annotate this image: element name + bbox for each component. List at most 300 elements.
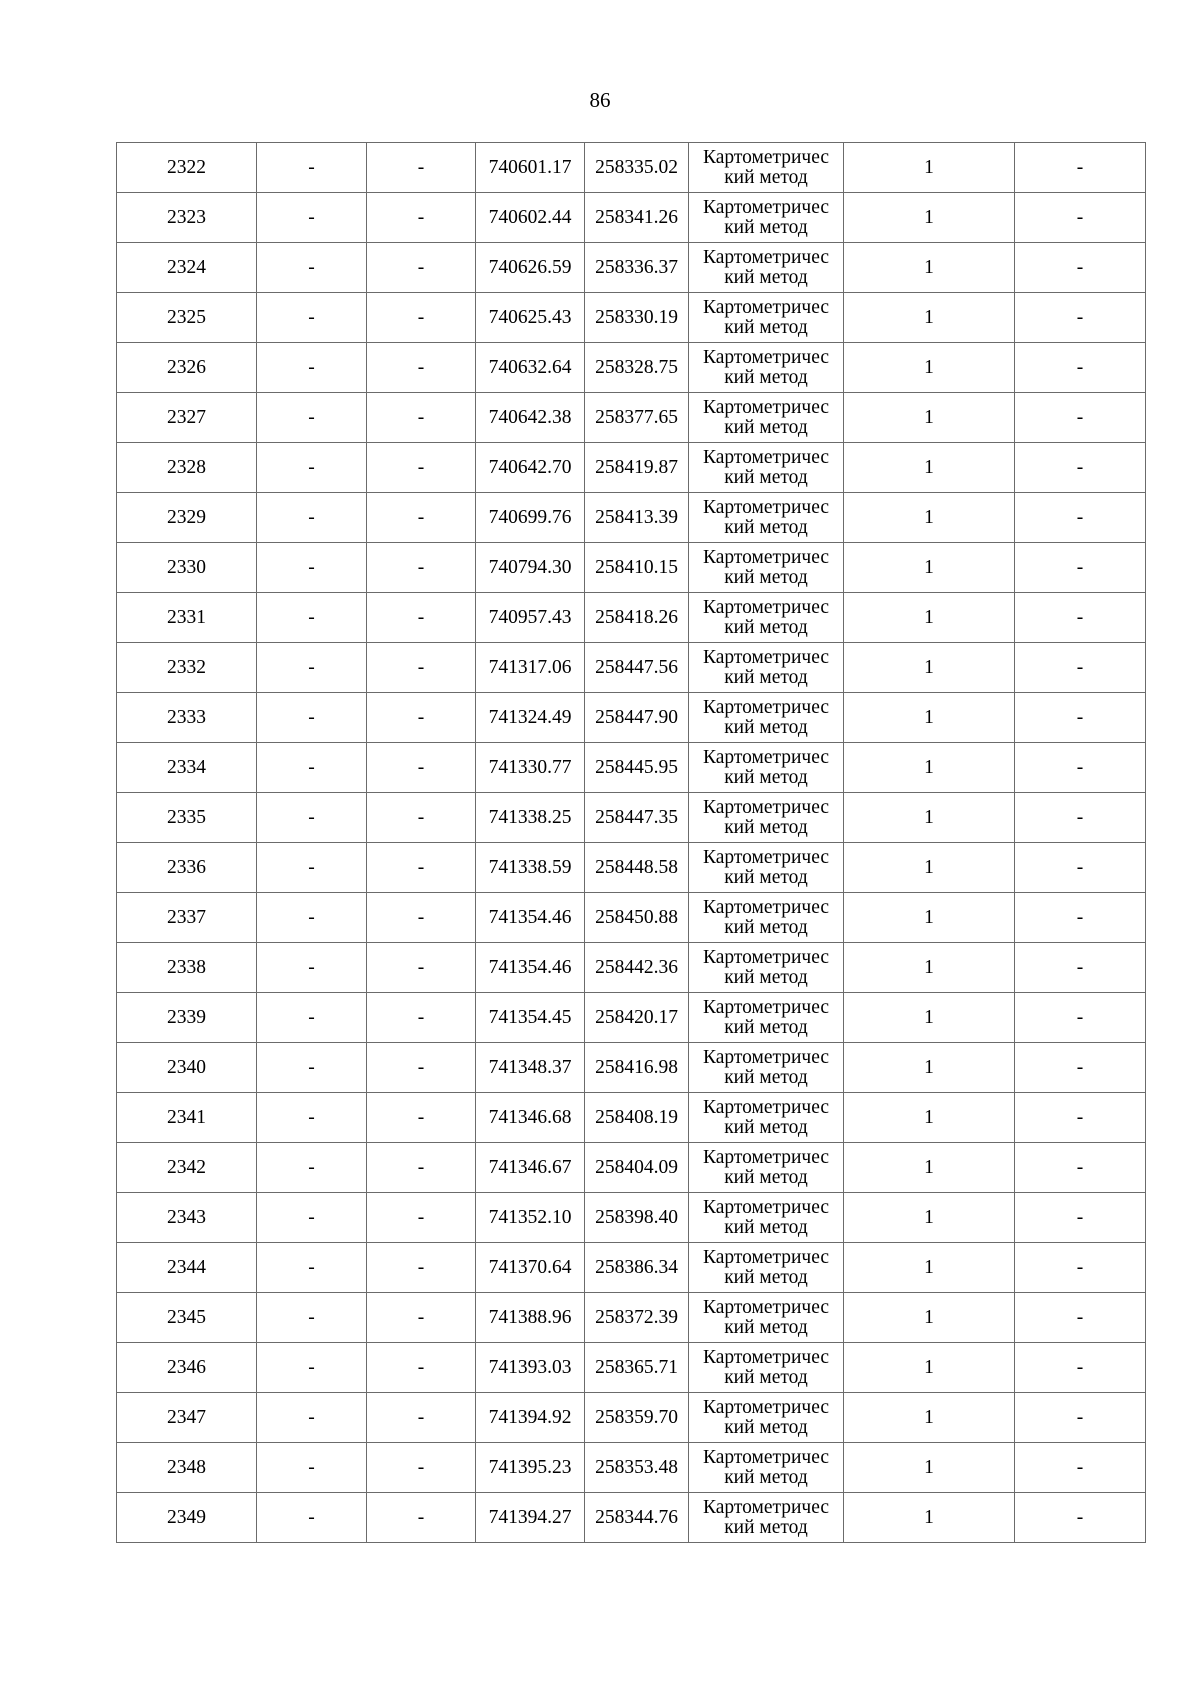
method-text: Картометричес [702, 146, 830, 168]
empty-cell: - [1015, 1193, 1146, 1243]
empty-cell: - [257, 843, 367, 893]
point-number-cell: 2339 [117, 993, 257, 1043]
y-coordinate-cell: 258442.36 [585, 943, 689, 993]
empty-cell: - [257, 593, 367, 643]
x-coordinate-cell: 741346.67 [476, 1143, 585, 1193]
method-text: Картометричес [702, 1196, 830, 1218]
table-row [117, 243, 1146, 293]
method-text: кий метод [724, 466, 808, 488]
y-coordinate-cell: 258420.17 [585, 993, 689, 1043]
method-text: кий метод [724, 1166, 808, 1188]
method-text: Картометричес [702, 1096, 830, 1118]
method-text: Картометричес [702, 1046, 830, 1068]
y-coordinate-cell: 258353.48 [585, 1443, 689, 1493]
x-coordinate-cell: 741348.37 [476, 1043, 585, 1093]
y-coordinate-cell: 258377.65 [585, 393, 689, 443]
table-row [117, 1093, 1146, 1143]
empty-cell: - [257, 1193, 367, 1243]
x-coordinate-cell: 740699.76 [476, 493, 585, 543]
x-coordinate-cell: 741395.23 [476, 1443, 585, 1493]
table-row [117, 1293, 1146, 1343]
method-cell [689, 1493, 844, 1543]
table-row [117, 793, 1146, 843]
empty-cell: - [1015, 993, 1146, 1043]
empty-cell: - [257, 1143, 367, 1193]
method-cell [689, 643, 844, 693]
point-number-cell: 2344 [117, 1243, 257, 1293]
empty-cell: - [257, 943, 367, 993]
point-number-cell: 2325 [117, 293, 257, 343]
method-cell [689, 893, 844, 943]
method-text: Картометричес [702, 196, 830, 218]
empty-cell: - [367, 1093, 476, 1143]
method-text: кий метод [724, 1366, 808, 1388]
value-cell: 1 [844, 793, 1015, 843]
value-cell: 1 [844, 1093, 1015, 1143]
y-coordinate-cell: 258386.34 [585, 1243, 689, 1293]
point-number-cell: 2322 [117, 143, 257, 193]
empty-cell: - [257, 1043, 367, 1093]
empty-cell: - [257, 893, 367, 943]
empty-cell: - [257, 493, 367, 543]
y-coordinate-cell: 258416.98 [585, 1043, 689, 1093]
value-cell: 1 [844, 843, 1015, 893]
value-cell: 1 [844, 243, 1015, 293]
x-coordinate-cell: 740642.70 [476, 443, 585, 493]
method-text: Картометричес [702, 646, 830, 668]
empty-cell: - [257, 193, 367, 243]
y-coordinate-cell: 258365.71 [585, 1343, 689, 1393]
empty-cell: - [257, 643, 367, 693]
empty-cell: - [1015, 893, 1146, 943]
y-coordinate-cell: 258448.58 [585, 843, 689, 893]
table-row [117, 1393, 1146, 1443]
point-number-cell: 2338 [117, 943, 257, 993]
method-text: Картометричес [702, 1146, 830, 1168]
point-number-cell: 2334 [117, 743, 257, 793]
empty-cell: - [1015, 493, 1146, 543]
method-cell [689, 1343, 844, 1393]
x-coordinate-cell: 741370.64 [476, 1243, 585, 1293]
method-cell [689, 843, 844, 893]
x-coordinate-cell: 741330.77 [476, 743, 585, 793]
point-number-cell: 2323 [117, 193, 257, 243]
method-cell [689, 143, 844, 193]
value-cell: 1 [844, 643, 1015, 693]
y-coordinate-cell: 258341.26 [585, 193, 689, 243]
value-cell: 1 [844, 193, 1015, 243]
point-number-cell: 2332 [117, 643, 257, 693]
empty-cell: - [257, 343, 367, 393]
method-text: кий метод [724, 1016, 808, 1038]
empty-cell: - [257, 243, 367, 293]
empty-cell: - [1015, 793, 1146, 843]
method-cell [689, 1093, 844, 1143]
method-text: кий метод [724, 1216, 808, 1238]
y-coordinate-cell: 258330.19 [585, 293, 689, 343]
table-row [117, 193, 1146, 243]
method-text: кий метод [724, 866, 808, 888]
table-row [117, 593, 1146, 643]
empty-cell: - [1015, 1243, 1146, 1293]
x-coordinate-cell: 740632.64 [476, 343, 585, 393]
x-coordinate-cell: 741393.03 [476, 1343, 585, 1393]
method-cell [689, 593, 844, 643]
empty-cell: - [1015, 1493, 1146, 1543]
point-number-cell: 2343 [117, 1193, 257, 1243]
method-text: кий метод [724, 1516, 808, 1538]
method-text: Картометричес [702, 1296, 830, 1318]
table-row [117, 1443, 1146, 1493]
empty-cell: - [1015, 343, 1146, 393]
method-text: кий метод [724, 966, 808, 988]
x-coordinate-cell: 741354.46 [476, 893, 585, 943]
x-coordinate-cell: 741394.92 [476, 1393, 585, 1443]
method-text: кий метод [724, 366, 808, 388]
empty-cell: - [367, 1393, 476, 1443]
point-number-cell: 2326 [117, 343, 257, 393]
empty-cell: - [367, 593, 476, 643]
empty-cell: - [257, 693, 367, 743]
method-text: кий метод [724, 216, 808, 238]
method-cell [689, 793, 844, 843]
y-coordinate-cell: 258419.87 [585, 443, 689, 493]
method-text: Картометричес [702, 846, 830, 868]
value-cell: 1 [844, 1193, 1015, 1243]
empty-cell: - [257, 143, 367, 193]
value-cell: 1 [844, 343, 1015, 393]
method-cell [689, 1143, 844, 1193]
point-number-cell: 2341 [117, 1093, 257, 1143]
method-text: Картометричес [702, 896, 830, 918]
value-cell: 1 [844, 1243, 1015, 1293]
table-row [117, 543, 1146, 593]
empty-cell: - [367, 693, 476, 743]
empty-cell: - [367, 1243, 476, 1293]
value-cell: 1 [844, 993, 1015, 1043]
table-row [117, 743, 1146, 793]
method-cell [689, 443, 844, 493]
empty-cell: - [257, 1243, 367, 1293]
page-number: 86 [589, 88, 611, 112]
x-coordinate-cell: 740602.44 [476, 193, 585, 243]
empty-cell: - [367, 843, 476, 893]
x-coordinate-cell: 741388.96 [476, 1293, 585, 1343]
table-row [117, 1493, 1146, 1543]
y-coordinate-cell: 258404.09 [585, 1143, 689, 1193]
method-text: кий метод [724, 266, 808, 288]
y-coordinate-cell: 258408.19 [585, 1093, 689, 1143]
method-text: кий метод [724, 766, 808, 788]
table-row [117, 1343, 1146, 1393]
value-cell: 1 [844, 743, 1015, 793]
table-row [117, 843, 1146, 893]
method-text: кий метод [724, 516, 808, 538]
table-row [117, 393, 1146, 443]
method-cell [689, 693, 844, 743]
empty-cell: - [367, 393, 476, 443]
empty-cell: - [1015, 293, 1146, 343]
empty-cell: - [257, 993, 367, 1043]
method-cell [689, 743, 844, 793]
method-text: Картометричес [702, 1246, 830, 1268]
empty-cell: - [367, 243, 476, 293]
method-text: кий метод [724, 166, 808, 188]
table-row [117, 143, 1146, 193]
point-number-cell: 2330 [117, 543, 257, 593]
point-number-cell: 2348 [117, 1443, 257, 1493]
point-number-cell: 2342 [117, 1143, 257, 1193]
method-cell [689, 943, 844, 993]
method-text: Картометричес [702, 496, 830, 518]
method-text: Картометричес [702, 1446, 830, 1468]
value-cell: 1 [844, 1493, 1015, 1543]
point-number-cell: 2347 [117, 1393, 257, 1443]
table-row [117, 443, 1146, 493]
method-text: кий метод [724, 1266, 808, 1288]
method-text: Картометричес [702, 796, 830, 818]
empty-cell: - [257, 1493, 367, 1543]
y-coordinate-cell: 258328.75 [585, 343, 689, 393]
y-coordinate-cell: 258344.76 [585, 1493, 689, 1543]
value-cell: 1 [844, 143, 1015, 193]
method-text: Картометричес [702, 296, 830, 318]
value-cell: 1 [844, 593, 1015, 643]
value-cell: 1 [844, 1143, 1015, 1193]
empty-cell: - [1015, 543, 1146, 593]
value-cell: 1 [844, 1043, 1015, 1093]
empty-cell: - [257, 393, 367, 443]
x-coordinate-cell: 741354.46 [476, 943, 585, 993]
value-cell: 1 [844, 1293, 1015, 1343]
table-row [117, 1243, 1146, 1293]
value-cell: 1 [844, 1393, 1015, 1443]
empty-cell: - [1015, 1043, 1146, 1093]
empty-cell: - [367, 743, 476, 793]
method-text: Картометричес [702, 1396, 830, 1418]
method-cell [689, 1293, 844, 1343]
table-row [117, 1193, 1146, 1243]
x-coordinate-cell: 741352.10 [476, 1193, 585, 1243]
empty-cell: - [257, 793, 367, 843]
empty-cell: - [367, 1293, 476, 1343]
x-coordinate-cell: 740642.38 [476, 393, 585, 443]
y-coordinate-cell: 258447.35 [585, 793, 689, 843]
y-coordinate-cell: 258447.90 [585, 693, 689, 743]
empty-cell: - [257, 1093, 367, 1143]
method-cell [689, 1393, 844, 1443]
method-text: кий метод [724, 616, 808, 638]
y-coordinate-cell: 258372.39 [585, 1293, 689, 1343]
table-row [117, 343, 1146, 393]
point-number-cell: 2346 [117, 1343, 257, 1393]
method-text: Картометричес [702, 596, 830, 618]
table-row [117, 1143, 1146, 1193]
y-coordinate-cell: 258398.40 [585, 1193, 689, 1243]
x-coordinate-cell: 741354.45 [476, 993, 585, 1043]
point-number-cell: 2349 [117, 1493, 257, 1543]
empty-cell: - [1015, 1343, 1146, 1393]
method-cell [689, 193, 844, 243]
empty-cell: - [257, 1343, 367, 1393]
method-text: кий метод [724, 416, 808, 438]
method-text: Картометричес [702, 346, 830, 368]
x-coordinate-cell: 741338.59 [476, 843, 585, 893]
method-text: кий метод [724, 666, 808, 688]
point-number-cell: 2333 [117, 693, 257, 743]
empty-cell: - [367, 1193, 476, 1243]
method-text: Картометричес [702, 396, 830, 418]
point-number-cell: 2329 [117, 493, 257, 543]
empty-cell: - [367, 1143, 476, 1193]
empty-cell: - [367, 543, 476, 593]
y-coordinate-cell: 258335.02 [585, 143, 689, 193]
empty-cell: - [1015, 393, 1146, 443]
method-cell [689, 243, 844, 293]
empty-cell: - [1015, 1143, 1146, 1193]
table-row [117, 1043, 1146, 1093]
empty-cell: - [367, 793, 476, 843]
point-number-cell: 2328 [117, 443, 257, 493]
empty-cell: - [367, 143, 476, 193]
x-coordinate-cell: 741324.49 [476, 693, 585, 743]
empty-cell: - [1015, 843, 1146, 893]
point-number-cell: 2345 [117, 1293, 257, 1343]
empty-cell: - [367, 443, 476, 493]
empty-cell: - [1015, 443, 1146, 493]
method-text: кий метод [724, 716, 808, 738]
empty-cell: - [257, 743, 367, 793]
method-cell [689, 543, 844, 593]
method-text: кий метод [724, 1416, 808, 1438]
method-cell [689, 1043, 844, 1093]
empty-cell: - [1015, 643, 1146, 693]
method-text: Картометричес [702, 696, 830, 718]
value-cell: 1 [844, 943, 1015, 993]
empty-cell: - [1015, 593, 1146, 643]
method-text: Картометричес [702, 996, 830, 1018]
method-text: кий метод [724, 1066, 808, 1088]
empty-cell: - [257, 443, 367, 493]
value-cell: 1 [844, 393, 1015, 443]
method-text: Картометричес [702, 446, 830, 468]
empty-cell: - [257, 1393, 367, 1443]
empty-cell: - [1015, 1093, 1146, 1143]
method-text: кий метод [724, 1116, 808, 1138]
x-coordinate-cell: 741394.27 [476, 1493, 585, 1543]
point-number-cell: 2336 [117, 843, 257, 893]
method-text: Картометричес [702, 546, 830, 568]
method-text: кий метод [724, 916, 808, 938]
point-number-cell: 2340 [117, 1043, 257, 1093]
table-row [117, 943, 1146, 993]
empty-cell: - [367, 1443, 476, 1493]
method-cell [689, 1243, 844, 1293]
empty-cell: - [1015, 1443, 1146, 1493]
x-coordinate-cell: 741338.25 [476, 793, 585, 843]
x-coordinate-cell: 741317.06 [476, 643, 585, 693]
empty-cell: - [367, 193, 476, 243]
value-cell: 1 [844, 543, 1015, 593]
method-text: кий метод [724, 1316, 808, 1338]
table-row [117, 493, 1146, 543]
value-cell: 1 [844, 443, 1015, 493]
x-coordinate-cell: 740625.43 [476, 293, 585, 343]
table-body [117, 143, 1146, 1543]
point-number-cell: 2337 [117, 893, 257, 943]
x-coordinate-cell: 740957.43 [476, 593, 585, 643]
table-row [117, 993, 1146, 1043]
method-cell [689, 1443, 844, 1493]
empty-cell: - [367, 643, 476, 693]
empty-cell: - [257, 1443, 367, 1493]
method-text: кий метод [724, 316, 808, 338]
empty-cell: - [1015, 193, 1146, 243]
method-text: кий метод [724, 816, 808, 838]
empty-cell: - [367, 343, 476, 393]
method-text: Картометричес [702, 1346, 830, 1368]
empty-cell: - [367, 943, 476, 993]
method-text: кий метод [724, 1466, 808, 1488]
empty-cell: - [367, 1493, 476, 1543]
table-row [117, 293, 1146, 343]
method-text: Картометричес [702, 746, 830, 768]
empty-cell: - [1015, 243, 1146, 293]
empty-cell: - [367, 1343, 476, 1393]
empty-cell: - [1015, 743, 1146, 793]
method-cell [689, 343, 844, 393]
empty-cell: - [367, 293, 476, 343]
method-cell [689, 293, 844, 343]
value-cell: 1 [844, 1443, 1015, 1493]
value-cell: 1 [844, 893, 1015, 943]
coordinates-table [116, 142, 1146, 1543]
empty-cell: - [367, 493, 476, 543]
y-coordinate-cell: 258336.37 [585, 243, 689, 293]
point-number-cell: 2327 [117, 393, 257, 443]
value-cell: 1 [844, 1343, 1015, 1393]
point-number-cell: 2335 [117, 793, 257, 843]
x-coordinate-cell: 740601.17 [476, 143, 585, 193]
value-cell: 1 [844, 693, 1015, 743]
y-coordinate-cell: 258359.70 [585, 1393, 689, 1443]
method-text: кий метод [724, 566, 808, 588]
empty-cell: - [1015, 693, 1146, 743]
empty-cell: - [257, 543, 367, 593]
table-row [117, 893, 1146, 943]
empty-cell: - [367, 893, 476, 943]
table-row [117, 693, 1146, 743]
x-coordinate-cell: 740626.59 [476, 243, 585, 293]
x-coordinate-cell: 741346.68 [476, 1093, 585, 1143]
y-coordinate-cell: 258410.15 [585, 543, 689, 593]
empty-cell: - [257, 1293, 367, 1343]
empty-cell: - [1015, 943, 1146, 993]
method-cell [689, 1193, 844, 1243]
empty-cell: - [1015, 143, 1146, 193]
empty-cell: - [367, 1043, 476, 1093]
empty-cell: - [1015, 1393, 1146, 1443]
x-coordinate-cell: 740794.30 [476, 543, 585, 593]
empty-cell: - [1015, 1293, 1146, 1343]
method-text: Картометричес [702, 1496, 830, 1518]
y-coordinate-cell: 258413.39 [585, 493, 689, 543]
value-cell: 1 [844, 293, 1015, 343]
empty-cell: - [257, 293, 367, 343]
method-text: Картометричес [702, 246, 830, 268]
point-number-cell: 2324 [117, 243, 257, 293]
method-text: Картометричес [702, 946, 830, 968]
